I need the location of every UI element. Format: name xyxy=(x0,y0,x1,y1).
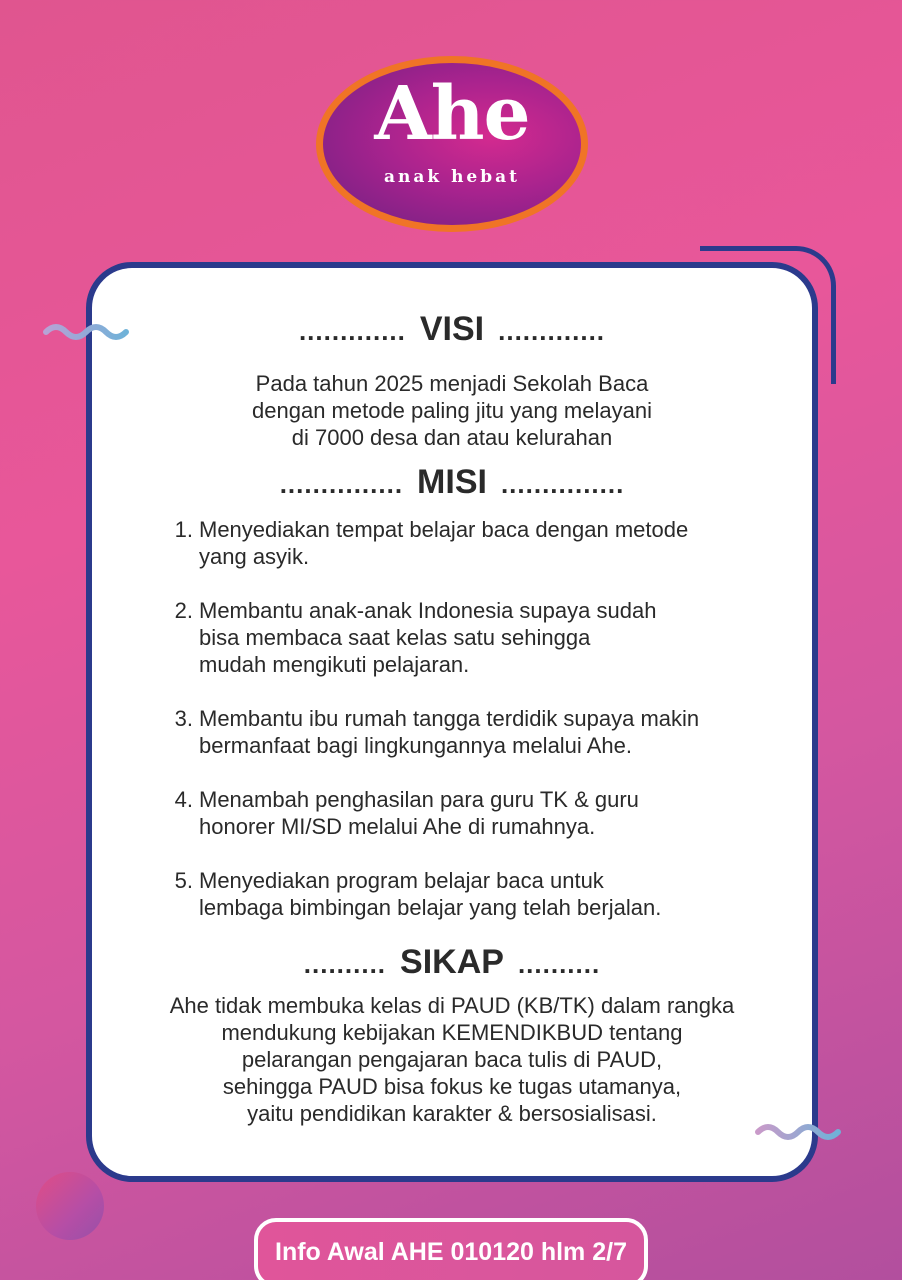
list-item-number: 1. xyxy=(174,517,193,542)
visi-line: di 7000 desa dan atau kelurahan xyxy=(291,425,613,450)
sikap-heading xyxy=(92,943,812,982)
squiggle-left-icon xyxy=(42,318,134,348)
logo-word: Ahe xyxy=(374,71,530,157)
list-item-text: Menambah penghasilan para guru TK & guru honorer MI/SD melalui Ahe di rumahnya. xyxy=(199,787,639,839)
sikap-title: SIKAP xyxy=(400,943,504,981)
sikap-line: mendukung kebijakan KEMENDIKBUD tentang xyxy=(221,1020,683,1045)
list-item xyxy=(166,597,766,678)
misi-dots-left: ............... xyxy=(279,469,404,499)
list-item-text: Membantu anak-anak Indonesia supaya sudah bisa membaca saat kelas satu sehingga mudah mengikuti pelajaran. xyxy=(199,598,657,677)
ahe-logo xyxy=(316,56,588,232)
list-item xyxy=(166,516,766,570)
list-item xyxy=(166,705,766,759)
sikap-dots-left: .......... xyxy=(303,949,387,979)
logo-tagline: anak hebat xyxy=(383,167,521,187)
footer-label: Info Awal AHE 010120 hlm 2/7 xyxy=(254,1218,648,1280)
list-item-text: Menyediakan tempat belajar baca dengan metode yang asyik. xyxy=(199,517,689,569)
list-item-text: Menyediakan program belajar baca untuk lembaga bimbingan belajar yang telah berjalan. xyxy=(199,868,662,920)
sikap-dots-right: .......... xyxy=(517,949,601,979)
sikap-line: yaitu pendidikan karakter & bersosialisasi. xyxy=(247,1101,657,1126)
logo-badge xyxy=(323,63,581,225)
list-item-text: Membantu ibu rumah tangga terdidik supaya makin bermanfaat bagi lingkungannya melalui Ahe. xyxy=(199,706,700,758)
visi-title: VISI xyxy=(419,310,485,348)
list-item-number: 2. xyxy=(174,598,193,623)
misi-heading xyxy=(92,463,812,502)
list-item xyxy=(166,786,766,840)
visi-dots-left: ............. xyxy=(298,316,406,346)
visi-dots-right: ............. xyxy=(498,316,606,346)
misi-dots-right: ............... xyxy=(500,469,625,499)
list-item-number: 3. xyxy=(174,706,193,731)
sikap-line: Ahe tidak membuka kelas di PAUD (KB/TK) dalam rangka xyxy=(169,993,735,1018)
visi-line: dengan metode paling jitu yang melayani xyxy=(252,398,652,423)
list-item xyxy=(166,867,766,921)
list-item-number: 5. xyxy=(174,868,193,893)
misi-title: MISI xyxy=(417,463,487,501)
squiggle-right-icon xyxy=(752,1118,848,1148)
misi-list xyxy=(166,516,766,948)
content-card xyxy=(86,262,818,1182)
decorative-circle xyxy=(36,1172,104,1240)
visi-heading xyxy=(92,310,812,349)
sikap-line: pelarangan pengajaran baca tulis di PAUD, xyxy=(241,1047,663,1072)
visi-line: Pada tahun 2025 menjadi Sekolah Baca xyxy=(255,371,649,396)
sikap-text xyxy=(92,992,812,1127)
visi-text xyxy=(92,370,812,451)
list-item-number: 4. xyxy=(174,787,193,812)
sikap-line: sehingga PAUD bisa fokus ke tugas utamanya, xyxy=(222,1074,682,1099)
